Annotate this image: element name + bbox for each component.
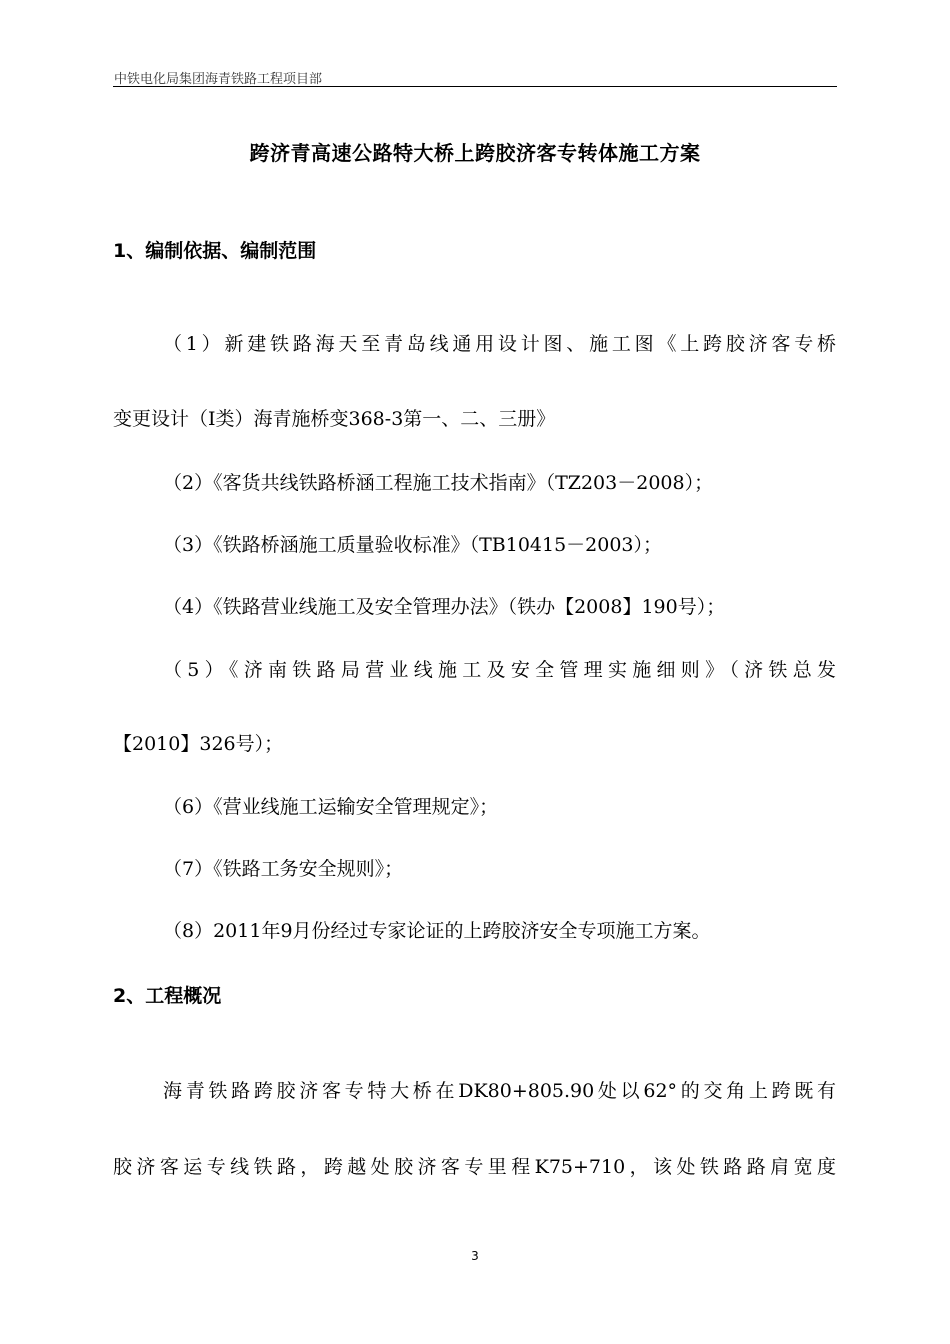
list-item-line: （6）《营业线施工运输安全管理规定》；: [163, 796, 499, 818]
paragraph-line: 海青铁路跨胶济客专特大桥在DK80+805.90处以62°的交角上跨既有: [163, 1080, 836, 1102]
list-item-line: （7）《铁路工务安全规则》；: [163, 858, 404, 880]
header-text: 中铁电化局集团海青铁路工程项目部: [114, 72, 323, 87]
list-item-line: （4）《铁路营业线施工及安全管理办法》（铁办【2008】190号）；: [163, 596, 726, 618]
paragraph-line: 胶济客运专线铁路，跨越处胶济客专里程K75+710，该处铁路路肩宽度: [113, 1156, 836, 1178]
section-heading-1: 1、编制依据、编制范围: [113, 240, 317, 262]
header-rule: [113, 86, 837, 87]
list-item-line: （8）2011年9月份经过专家论证的上跨胶济安全专项施工方案。: [163, 920, 711, 942]
document-title: 跨济青高速公路特大桥上跨胶济客专转体施工方案: [249, 141, 701, 165]
list-item-line: 【2010】326号）；: [113, 733, 284, 755]
section-heading-2: 2、工程概况: [113, 985, 222, 1007]
list-item-line: （5）《济南铁路局营业线施工及安全管理实施细则》（济铁总发: [163, 659, 836, 681]
page-number: 3: [471, 1249, 479, 1263]
list-item-line: （1）新建铁路海天至青岛线通用设计图、施工图《上跨胶济客专桥: [163, 333, 836, 355]
list-item-line: （2）《客货共线铁路桥涵工程施工技术指南》（TZ203－2008）；: [163, 472, 714, 494]
list-item-line: （3）《铁路桥涵施工质量验收标准》（TB10415－2003）；: [163, 534, 663, 556]
list-item-line: 变更设计（Ⅰ类）海青施桥变368-3第一、二、三册》: [113, 408, 556, 430]
